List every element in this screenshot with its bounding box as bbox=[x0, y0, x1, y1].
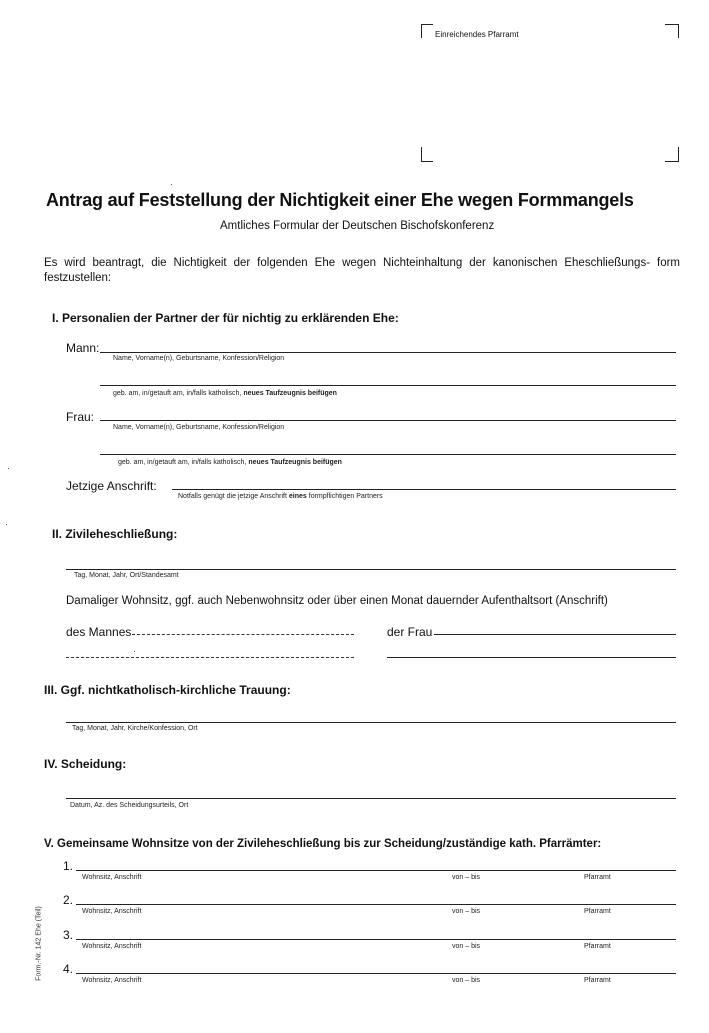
pfarramt-label: Einreichendes Pfarramt bbox=[435, 30, 519, 39]
page-title: Antrag auf Feststellung der Nichtigkeit einer Ehe wegen Formmangels bbox=[46, 190, 634, 210]
frau-wohnsitz-line-2[interactable] bbox=[387, 657, 676, 658]
row-number: 2. bbox=[63, 893, 74, 907]
row-caption-von-bis: von – bis bbox=[452, 943, 481, 950]
row-line[interactable] bbox=[76, 904, 676, 905]
row-caption-pfarramt: Pfarramt bbox=[584, 908, 611, 915]
der-frau-label: der Frau bbox=[387, 625, 433, 639]
row-caption-pfarramt: Pfarramt bbox=[584, 943, 611, 950]
row-caption-von-bis: von – bis bbox=[452, 908, 481, 915]
row-number: 3. bbox=[63, 928, 74, 942]
intro-text: Es wird beantragt, die Nichtigkeit der folgenden Ehe wegen Nichteinhaltung der kanonischen Eheschließungs- form festzustellen: bbox=[44, 257, 680, 284]
scan-speck bbox=[171, 184, 172, 185]
frau-name-caption: Name, Vorname(n), Geburtsname, Konfession/Religion bbox=[113, 424, 285, 431]
corner-mark-bottom-right bbox=[678, 147, 679, 161]
anschrift-line[interactable] bbox=[172, 489, 676, 490]
scan-speck bbox=[8, 468, 9, 469]
corner-mark-bottom-right-h bbox=[665, 161, 679, 162]
mann-wohnsitz-line-2[interactable] bbox=[66, 657, 354, 658]
frau-geb-line[interactable] bbox=[100, 454, 676, 455]
zivil-line[interactable] bbox=[66, 569, 676, 570]
row-caption-wohnsitz: Wohnsitz, Anschrift bbox=[82, 977, 142, 984]
corner-mark-bottom-left-h bbox=[421, 161, 433, 162]
row-caption-pfarramt: Pfarramt bbox=[584, 874, 611, 881]
page-subtitle: Amtliches Formular der Deutschen Bischofskonferenz bbox=[220, 220, 495, 232]
row-caption-wohnsitz: Wohnsitz, Anschrift bbox=[82, 943, 142, 950]
section-1-heading: I. Personalien der Partner der für nichtig zu erklärenden Ehe: bbox=[52, 311, 399, 325]
row-caption-von-bis: von – bis bbox=[452, 977, 481, 984]
wohnsitz-text: Damaliger Wohnsitz, ggf. auch Nebenwohnsitz oder über einen Monat dauernder Aufenthaltsort (Anschrift) bbox=[66, 595, 608, 607]
section-3-heading: III. Ggf. nichtkatholisch-kirchliche Trauung: bbox=[44, 683, 291, 697]
zivil-caption: Tag, Monat, Jahr, Ort/Standesamt bbox=[74, 572, 179, 579]
mann-name-caption: Name, Vorname(n), Geburtsname, Konfession/Religion bbox=[113, 355, 285, 362]
row-number: 1. bbox=[63, 859, 74, 873]
anschrift-caption: Notfalls genügt die jetzige Anschrift eines formpflichtigen Partners bbox=[178, 493, 383, 500]
row-caption-wohnsitz: Wohnsitz, Anschrift bbox=[82, 874, 142, 881]
row-caption-pfarramt: Pfarramt bbox=[584, 977, 611, 984]
row-number: 4. bbox=[63, 962, 74, 976]
corner-mark-top-left bbox=[421, 24, 422, 38]
trauung-caption: Tag, Monat, Jahr, Kirche/Konfession, Ort bbox=[72, 725, 198, 732]
mann-name-line[interactable] bbox=[100, 352, 676, 353]
scan-speck bbox=[134, 651, 135, 652]
row-line[interactable] bbox=[76, 870, 676, 871]
frau-name-line[interactable] bbox=[100, 420, 676, 421]
corner-mark-top-right bbox=[678, 24, 679, 38]
section-5-heading: V. Gemeinsame Wohnsitze von der Zivileheschließung bis zur Scheidung/zuständige kath. Pfarrämter: bbox=[44, 838, 602, 850]
row-caption-von-bis: von – bis bbox=[452, 874, 481, 881]
section-2-heading: II. Zivileheschließung: bbox=[52, 527, 178, 541]
scheidung-line[interactable] bbox=[66, 798, 676, 799]
corner-mark-bottom-left bbox=[421, 147, 422, 161]
scheidung-caption: Datum, Az. des Scheidungsurteils, Ort bbox=[70, 802, 189, 809]
trauung-line[interactable] bbox=[66, 722, 676, 723]
form-number: Form.-Nr. 142 Ehe (Teil) bbox=[35, 906, 43, 981]
mann-wohnsitz-line[interactable] bbox=[132, 634, 354, 635]
row-line[interactable] bbox=[76, 939, 676, 940]
mann-geb-caption: geb. am, in/getauft am, in/falls katholisch, neues Taufzeugnis beifügen bbox=[113, 390, 337, 397]
des-mannes-label: des Mannes bbox=[66, 625, 132, 639]
corner-mark-top-left-h bbox=[421, 24, 433, 25]
anschrift-label: Jetzige Anschrift: bbox=[66, 479, 157, 493]
frau-geb-caption: geb. am, in/getauft am, in/falls katholisch, neues Taufzeugnis beifügen bbox=[118, 459, 342, 466]
mann-geb-line[interactable] bbox=[100, 385, 676, 386]
row-caption-wohnsitz: Wohnsitz, Anschrift bbox=[82, 908, 142, 915]
row-line[interactable] bbox=[76, 973, 676, 974]
section-4-heading: IV. Scheidung: bbox=[44, 757, 127, 771]
mann-label: Mann: bbox=[66, 341, 100, 355]
frau-wohnsitz-line[interactable] bbox=[434, 634, 676, 635]
scan-speck bbox=[6, 524, 7, 525]
frau-label: Frau: bbox=[66, 410, 95, 424]
corner-mark-top-right-h bbox=[665, 24, 678, 25]
